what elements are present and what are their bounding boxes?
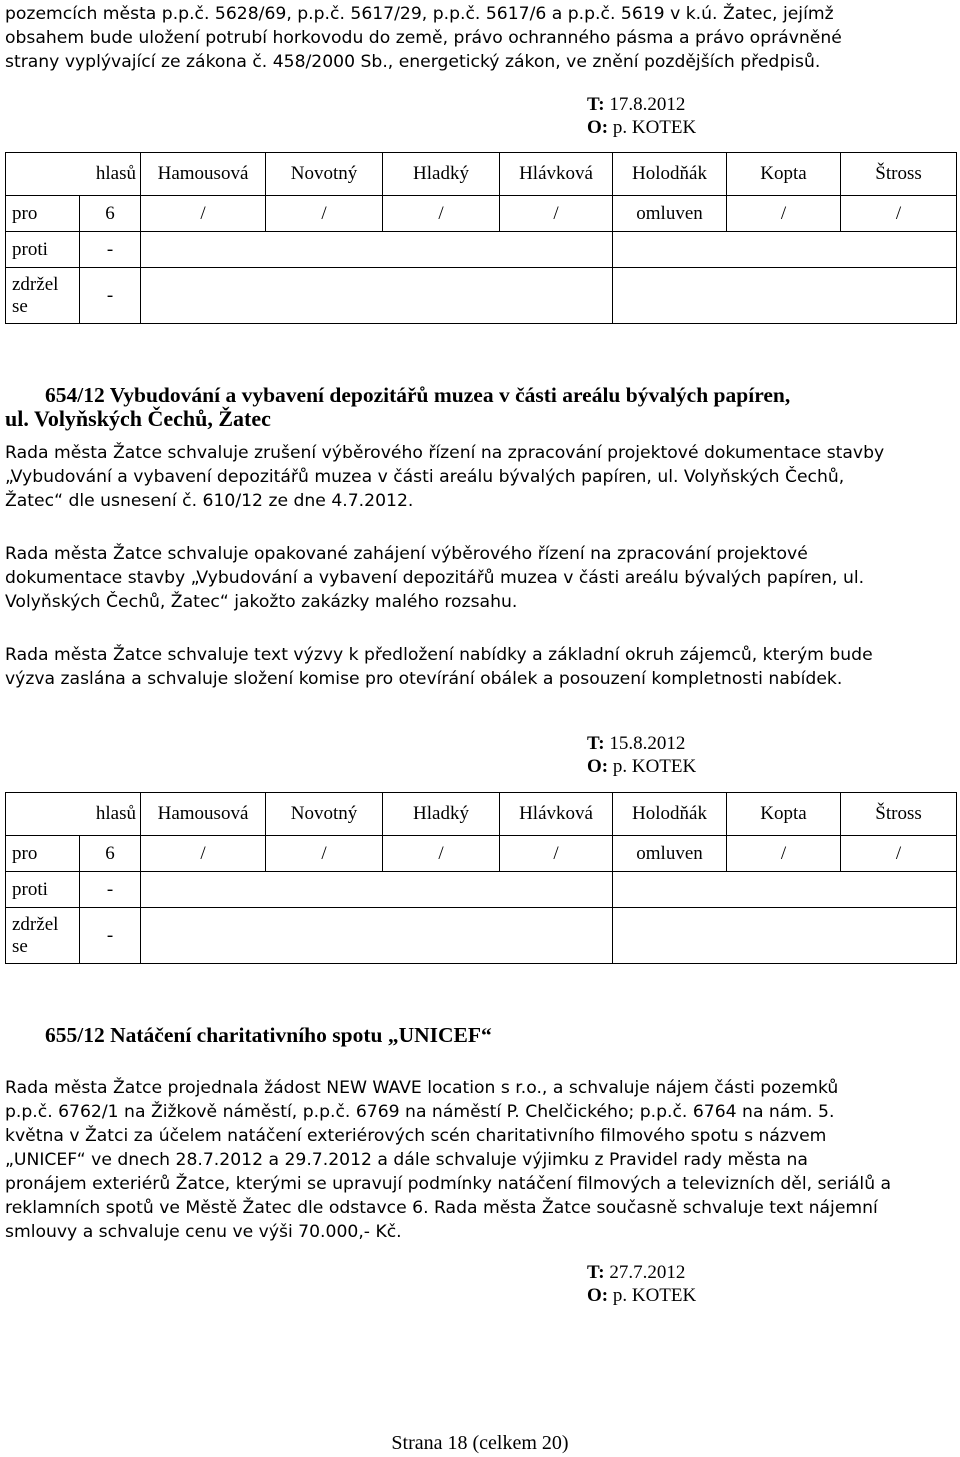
resolution-heading: 654/12 Vybudování a vybavení depozitářů muzea v části areálu bývalých papíren, bbox=[45, 383, 791, 407]
vote-empty bbox=[613, 232, 957, 268]
header-member: Novotný bbox=[266, 793, 383, 836]
row-label: pro bbox=[6, 196, 80, 232]
row-label: pro bbox=[6, 836, 80, 872]
vote-cell: omluven bbox=[613, 836, 727, 872]
text-line: pozemcích města p.p.č. 5628/69, p.p.č. 5617/29, p.p.č. 5617/6 a p.p.č. 5619 v k.ú. Žatec, jejímž bbox=[5, 4, 834, 24]
term-value: 15.8.2012 bbox=[609, 733, 686, 754]
vote-cell: / bbox=[727, 836, 841, 872]
vote-empty bbox=[141, 232, 613, 268]
header-member: Štross bbox=[841, 153, 957, 196]
header-member: Novotný bbox=[266, 153, 383, 196]
text-line: května v Žatci za účelem natáčení exteriérových scén charitativního filmového spotu s názvem bbox=[5, 1126, 827, 1146]
vote-cell: / bbox=[266, 196, 383, 232]
deadline-term bbox=[587, 94, 685, 116]
header-member: Hlávková bbox=[500, 153, 613, 196]
resolution-heading-cont: ul. Volyňských Čechů, Žatec bbox=[5, 406, 271, 431]
resolution-paragraph bbox=[5, 441, 950, 513]
resolution-heading: 655/12 Natáčení charitativního spotu „UNICEF“ bbox=[45, 1023, 492, 1047]
deadline-term bbox=[587, 1262, 685, 1284]
text-line: obsahem bude uložení potrubí horkovodu do země, právo ochranného pásma a právo oprávněné bbox=[5, 28, 842, 48]
text-line: smlouvy a schvaluje cenu ve výši 70.000,- Kč. bbox=[5, 1222, 402, 1242]
vote-row-zdrzel bbox=[6, 268, 957, 324]
vote-row-proti bbox=[6, 872, 957, 908]
vote-cell: omluven bbox=[613, 196, 727, 232]
vote-cell: / bbox=[266, 836, 383, 872]
vote-empty bbox=[613, 268, 957, 324]
owner-label: O: bbox=[587, 1285, 609, 1306]
intro-paragraph bbox=[5, 2, 950, 74]
vote-cell: / bbox=[383, 836, 500, 872]
text-line: Rada města Žatce projednala žádost NEW WAVE location s r.o., a schvaluje nájem části pozemků bbox=[5, 1078, 839, 1098]
vote-cell: / bbox=[383, 196, 500, 232]
header-member: Hamousová bbox=[141, 793, 266, 836]
owner-label: O: bbox=[587, 117, 609, 138]
header-member: Hladký bbox=[383, 153, 500, 196]
owner-value: p. KOTEK bbox=[612, 756, 697, 777]
vote-cell: / bbox=[500, 196, 613, 232]
vote-empty bbox=[613, 872, 957, 908]
page-footer: Strana 18 (celkem 20) bbox=[391, 1432, 569, 1454]
vote-row-pro bbox=[6, 836, 957, 872]
deadline-owner bbox=[587, 117, 696, 139]
resolution-paragraph bbox=[5, 1076, 950, 1244]
vote-row-pro bbox=[6, 196, 957, 232]
vote-count: - bbox=[80, 908, 141, 964]
vote-header-row bbox=[6, 153, 957, 196]
text-line: výzva zaslána a schvaluje složení komise pro otevírání obálek a posouzení kompletnosti nabídek. bbox=[5, 669, 843, 689]
header-member: Hlávková bbox=[500, 793, 613, 836]
vote-cell: / bbox=[141, 196, 266, 232]
vote-empty bbox=[141, 908, 613, 964]
vote-count: - bbox=[80, 232, 141, 268]
term-label: T: bbox=[587, 733, 605, 754]
term-label: T: bbox=[587, 94, 605, 115]
row-label: proti bbox=[6, 872, 80, 908]
owner-value: p. KOTEK bbox=[612, 1285, 697, 1306]
vote-table bbox=[5, 792, 957, 964]
owner-value: p. KOTEK bbox=[612, 117, 697, 138]
header-votes: hlasů bbox=[6, 793, 141, 836]
header-member: Hladký bbox=[383, 793, 500, 836]
header-votes: hlasů bbox=[6, 153, 141, 196]
text-line: Rada města Žatce schvaluje opakované zahájení výběrového řízení na zpracování projektové bbox=[5, 544, 808, 564]
vote-count: - bbox=[80, 872, 141, 908]
term-label: T: bbox=[587, 1262, 605, 1283]
header-member: Hamousová bbox=[141, 153, 266, 196]
row-label: proti bbox=[6, 232, 80, 268]
header-member: Holodňák bbox=[613, 793, 727, 836]
vote-count: 6 bbox=[80, 836, 141, 872]
vote-table bbox=[5, 152, 957, 324]
text-line: dokumentace stavby „Vybudování a vybavení depozitářů muzea v části areálu bývalých papíren, ul. bbox=[5, 568, 865, 588]
text-line: Volyňských Čechů, Žatec“ jakožto zakázky malého rozsahu. bbox=[5, 592, 518, 612]
vote-header-row bbox=[6, 793, 957, 836]
header-member: Holodňák bbox=[613, 153, 727, 196]
text-line: strany vyplývající ze zákona č. 458/2000 Sb., energetický zákon, ve znění pozdějších předpisů. bbox=[5, 52, 821, 72]
vote-count: 6 bbox=[80, 196, 141, 232]
header-member: Kopta bbox=[727, 153, 841, 196]
resolution-paragraph bbox=[5, 643, 950, 691]
vote-empty bbox=[613, 908, 957, 964]
deadline-term bbox=[587, 733, 685, 755]
row-label: zdržel se bbox=[6, 268, 80, 324]
header-member: Štross bbox=[841, 793, 957, 836]
text-line: „UNICEF“ ve dnech 28.7.2012 a 29.7.2012 a dále schvaluje výjimku z Pravidel rady města na bbox=[5, 1150, 808, 1170]
header-member: Kopta bbox=[727, 793, 841, 836]
vote-cell: / bbox=[500, 836, 613, 872]
vote-cell: / bbox=[841, 196, 957, 232]
vote-row-zdrzel bbox=[6, 908, 957, 964]
text-line: „Vybudování a vybavení depozitářů muzea v části areálu bývalých papíren, ul. Volyňských Čechů, bbox=[5, 467, 845, 487]
vote-empty bbox=[141, 872, 613, 908]
term-value: 17.8.2012 bbox=[609, 94, 686, 115]
row-label: zdržel se bbox=[6, 908, 80, 964]
text-line: reklamních spotů ve Městě Žatec dle odstavce 6. Rada města Žatce současně schvaluje text nájemní bbox=[5, 1198, 878, 1218]
term-value: 27.7.2012 bbox=[609, 1262, 686, 1283]
vote-cell: / bbox=[141, 836, 266, 872]
text-line: Rada města Žatce schvaluje zrušení výběrového řízení na zpracování projektové dokumentace stavby bbox=[5, 443, 885, 463]
resolution-paragraph bbox=[5, 542, 950, 614]
text-line: Žatec“ dle usnesení č. 610/12 ze dne 4.7.2012. bbox=[5, 491, 414, 511]
text-line: pronájem exteriérů Žatce, kterými se upravují podmínky natáčení filmových a televizních děl, seriálů a bbox=[5, 1174, 892, 1194]
vote-count: - bbox=[80, 268, 141, 324]
deadline-owner bbox=[587, 756, 696, 778]
vote-cell: / bbox=[727, 196, 841, 232]
text-line: p.p.č. 6762/1 na Žižkově náměstí, p.p.č. 6769 na náměstí P. Chelčického; p.p.č. 6764 na nám. 5. bbox=[5, 1102, 835, 1122]
vote-cell: / bbox=[841, 836, 957, 872]
deadline-owner bbox=[587, 1285, 696, 1307]
owner-label: O: bbox=[587, 756, 609, 777]
vote-row-proti bbox=[6, 232, 957, 268]
vote-empty bbox=[141, 268, 613, 324]
text-line: Rada města Žatce schvaluje text výzvy k předložení nabídky a základní okruh zájemců, kterým bude bbox=[5, 645, 873, 665]
